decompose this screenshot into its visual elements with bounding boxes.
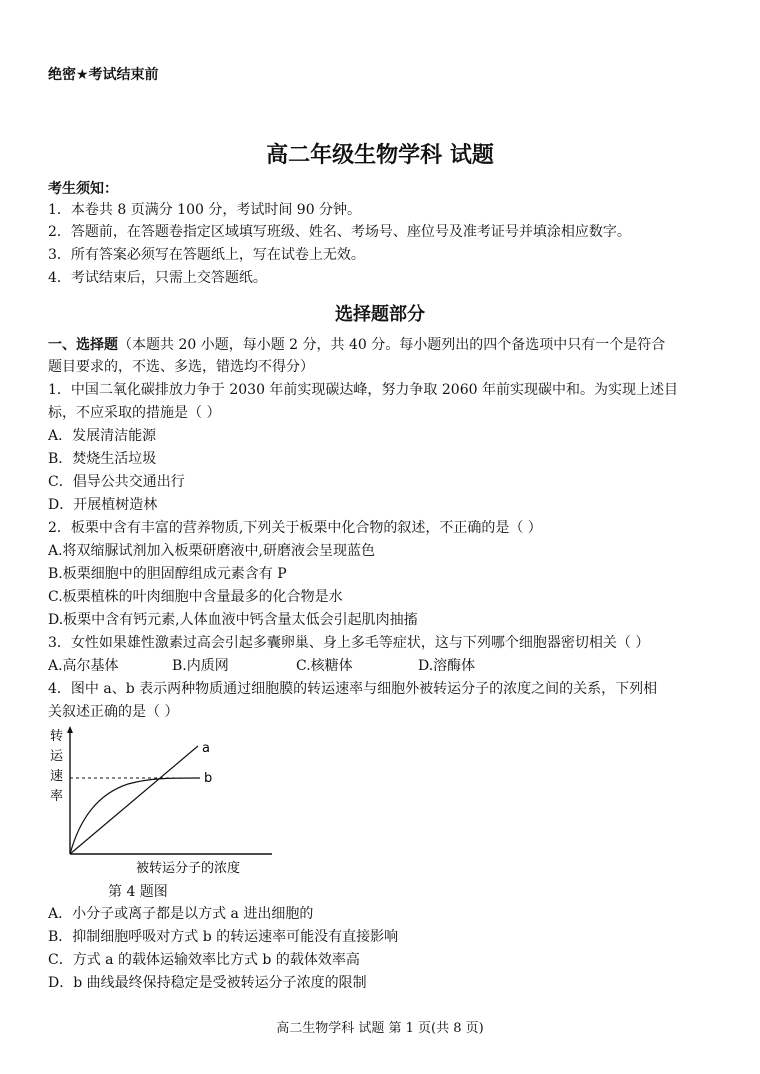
section-title: 选择题部分	[335, 304, 425, 325]
part1-intro	[48, 335, 665, 355]
q1-option-a: A．发展清洁能源	[48, 428, 157, 444]
confidential-mark: 绝密★考试结束前	[48, 67, 159, 83]
figure-caption: 第 4 题图	[108, 884, 168, 900]
notice-item-3: 3．所有答案必须写在答题纸上，写在试卷上无效。	[48, 247, 365, 263]
q4-option-d: D．b 曲线最终保持稳定是受被转运分子浓度的限制	[48, 975, 367, 991]
q3-stem: 3．女性如果雄性激素过高会引起多囊卵巢、身上多毛等症状，这与下列哪个细胞器密切相关（ ）	[48, 635, 650, 651]
curve-b-label: b	[204, 771, 213, 786]
notice-heading: 考生须知：	[48, 181, 118, 197]
y-label-char-3: 速	[50, 769, 64, 784]
notice-item-2: 2．答题前，在答题卷指定区域填写班级、姓名、考场号、座位号及准考证号并填涂相应数字。	[48, 224, 631, 240]
transport-rate-figure	[40, 722, 280, 882]
q4-stem: 4．图中 a、b 表示两种物质通过细胞膜的转运速率与细胞外被转运分子的浓度之间的关系，下列相	[48, 681, 658, 697]
notice-item-1: 1．本卷共 8 页满分 100 分，考试时间 90 分钟。	[48, 202, 362, 218]
curve-a-label: a	[202, 741, 210, 756]
y-axis-arrow	[67, 726, 73, 733]
part1-intro-line2: 题目要求的，不选、多选，错选均不得分）	[48, 359, 314, 375]
y-label-char-1: 转	[50, 729, 64, 744]
q2-option-c: C.板栗植株的叶肉细胞中含量最多的化合物是水	[48, 589, 343, 605]
q4-option-a: A．小分子或离子都是以方式 a 进出细胞的	[48, 906, 314, 922]
y-label-char-2: 运	[50, 749, 64, 764]
q3-option-a: A.高尔基体	[48, 658, 119, 674]
q2-option-a: A.将双缩脲试剂加入板栗研磨液中,研磨液会呈现蓝色	[48, 543, 376, 559]
q2-option-b: B.板栗细胞中的胆固醇组成元素含有 P	[48, 566, 287, 582]
part1-label: 一、选择题	[48, 337, 118, 353]
q1-option-d: D．开展植树造林	[48, 497, 158, 513]
q1-option-b: B．焚烧生活垃圾	[48, 451, 157, 467]
q2-option-d: D.板栗中含有钙元素,人体血液中钙含量太低会引起肌肉抽搐	[48, 612, 418, 628]
curve-a	[70, 746, 198, 854]
part1-intro-text: （本题共 20 小题，每小题 2 分，共 40 分。每小题列出的四个备选项中只有一个是符合	[118, 337, 666, 353]
q4-stem-line2: 关叙述正确的是（ ）	[48, 704, 179, 720]
q1-stem-line2: 标，不应采取的措施是（ ）	[48, 405, 221, 421]
notice-item-4: 4．考试结束后，只需上交答题纸。	[48, 270, 267, 286]
q4-option-c: C．方式 a 的载体运输效率比方式 b 的载体效率高	[48, 952, 360, 968]
q2-stem: 2．板栗中含有丰富的营养物质,下列关于板栗中化合物的叙述，不正确的是（ ）	[48, 520, 542, 536]
q3-option-b: B.内质网	[172, 658, 229, 674]
q1-option-c: C．倡导公共交通出行	[48, 474, 185, 490]
curve-b	[70, 778, 200, 854]
x-axis-label: 被转运分子的浓度	[136, 861, 241, 876]
y-label-char-4: 率	[50, 789, 64, 804]
q3-option-d: D.溶酶体	[418, 658, 476, 674]
q4-option-b: B．抑制细胞呼吸对方式 b 的转运速率可能没有直接影响	[48, 929, 399, 945]
q1-stem: 1．中国二氧化碳排放力争于 2030 年前实现碳达峰，努力争取 2060 年前实现碳中和。为实现上述目	[48, 382, 678, 398]
page-title: 高二年级生物学科 试题	[266, 143, 494, 168]
page-footer: 高二生物学科 试题 第 1 页(共 8 页)	[276, 1021, 484, 1036]
q3-option-c: C.核糖体	[296, 658, 353, 674]
